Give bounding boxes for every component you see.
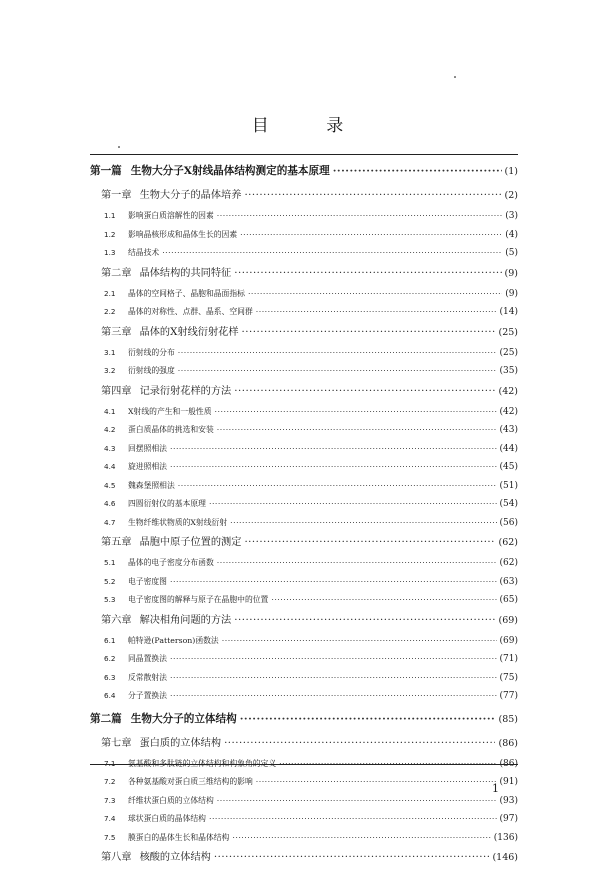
toc-entry-page: (4) <box>505 229 518 240</box>
toc-entry-title: 生物大分子的晶体培养 <box>139 190 242 201</box>
toc-entry-label <box>104 362 175 381</box>
toc-entry-title: 记录衍射花样的方法 <box>139 385 232 397</box>
dot-leader <box>178 477 497 496</box>
dot-leader <box>170 650 497 669</box>
toc-entry-number: 第二章 <box>101 267 132 279</box>
toc-entry-page: (9) <box>505 288 518 299</box>
toc-entry-title: 反常散射法 <box>128 672 167 682</box>
header-divider <box>90 154 518 155</box>
toc-entry-label <box>104 477 175 496</box>
toc-chapter-entry <box>90 263 518 285</box>
toc-entry-label <box>104 514 227 533</box>
toc-chapter-entry <box>90 532 518 554</box>
toc-entry-label <box>104 403 212 422</box>
toc-entry-title: 衍射线的分布 <box>128 347 175 357</box>
toc-part-entry <box>90 158 518 185</box>
toc-entry-title: 解决相角问题的方法 <box>139 614 232 626</box>
dot-leader <box>214 847 490 869</box>
dot-leader <box>217 554 497 573</box>
toc-entry-title: 晶体结构的共同特征 <box>139 267 232 279</box>
toc-chapter-entry <box>90 733 518 755</box>
toc-section-entry <box>90 514 518 533</box>
toc-entry-number: 4.2 <box>104 425 116 434</box>
toc-entry-number: 6.1 <box>104 635 116 645</box>
toc-entry-label <box>101 532 241 554</box>
toc-entry-label <box>104 458 167 477</box>
toc-entry-title: 同晶置换法 <box>128 654 167 663</box>
toc-entry-number: 2.2 <box>104 307 116 316</box>
toc-entry-label <box>101 381 231 403</box>
toc-section-entry <box>90 403 518 422</box>
toc-entry-number: 5.2 <box>104 576 116 586</box>
dot-leader <box>234 263 501 285</box>
toc-entry-label <box>104 303 253 322</box>
dot-leader <box>170 440 497 459</box>
toc-entry-title: 魏森堡照相法 <box>128 480 175 490</box>
toc-entry-title: 蛋白质的立体结构 <box>139 737 222 749</box>
toc-entry-page: (136) <box>493 832 518 843</box>
toc-section-entry <box>90 244 518 263</box>
toc-entry-number: 第一篇 <box>90 165 122 177</box>
dot-leader <box>244 532 495 554</box>
toc-entry-page: (69) <box>499 635 518 646</box>
toc-entry-number: 4.6 <box>104 499 116 508</box>
toc-entry-title: 影响蛋白质溶解性的因素 <box>128 211 214 220</box>
toc-entry-page: (45) <box>499 462 518 472</box>
toc-section-entry <box>90 810 518 829</box>
toc-entry-number: 6.3 <box>104 672 116 682</box>
toc-entry-label <box>101 847 211 869</box>
toc-entry-label <box>104 554 214 573</box>
toc-section-entry <box>90 477 518 496</box>
toc-entry-label <box>104 285 245 304</box>
toc-entry-title: 各种氨基酸对蛋白质三维结构的影响 <box>128 777 253 786</box>
dot-leader <box>248 285 502 304</box>
toc-entry-number: 4.5 <box>104 480 116 490</box>
dot-leader <box>162 244 502 263</box>
toc-chapter-entry <box>90 610 518 632</box>
toc-chapter-entry <box>90 381 518 403</box>
toc-entry-title: 四圆衍射仪的基本原理 <box>128 499 206 508</box>
toc-entry-title: 纤维状蛋白质的立体结构 <box>128 795 214 805</box>
toc-entry-page: (14) <box>499 307 518 317</box>
toc-entry-page: (44) <box>499 443 518 454</box>
toc-chapter-entry <box>90 322 518 344</box>
toc-section-entry <box>90 495 518 514</box>
toc-section-entry <box>90 440 518 459</box>
toc-entry-label <box>90 706 237 733</box>
toc-entry-number: 第七章 <box>101 737 132 749</box>
dot-leader <box>222 632 497 651</box>
toc-entry-page: (71) <box>499 654 518 664</box>
toc-entry-page: (2) <box>504 190 518 201</box>
toc-section-entry <box>90 421 518 440</box>
toc-entry-label <box>104 591 268 610</box>
toc-entry-number: 7.2 <box>104 777 116 786</box>
toc-section-entry <box>90 669 518 688</box>
scan-speck <box>118 146 120 148</box>
toc-entry-label <box>104 573 167 592</box>
dot-leader <box>178 362 497 381</box>
toc-entry-label <box>101 322 239 344</box>
toc-entry-number: 第四章 <box>101 385 132 397</box>
toc-entry-page: (69) <box>498 614 518 626</box>
dot-leader <box>271 591 496 610</box>
toc-entry-page: (43) <box>499 425 518 435</box>
toc-entry-number: 1.3 <box>104 248 116 257</box>
toc-section-entry <box>90 207 518 226</box>
toc-entry-page: (93) <box>499 795 518 806</box>
toc-entry-page: (65) <box>499 595 518 605</box>
footer-divider <box>90 764 518 765</box>
toc-entry-number: 4.7 <box>104 517 116 527</box>
dot-leader <box>224 733 495 755</box>
toc-entry-number: 4.1 <box>104 406 116 416</box>
scan-speck <box>454 76 456 78</box>
toc-entry-title: 帕特逊(Patterson)函数法 <box>128 635 219 645</box>
toc-entry-page: (25) <box>499 347 518 358</box>
dot-leader <box>170 573 497 592</box>
dot-leader <box>170 669 497 688</box>
toc-entry-number: 1.1 <box>104 211 116 220</box>
toc-entry-page: (42) <box>498 385 518 397</box>
toc-entry-title: 膜蛋白的晶体生长和晶体结构 <box>128 832 230 842</box>
dot-leader <box>232 829 490 848</box>
toc-entry-title: 氨基酸和多肽链的立体结构和构象角的定义 <box>128 758 277 768</box>
dot-leader <box>256 303 497 322</box>
toc-section-entry <box>90 829 518 848</box>
toc-section-entry <box>90 285 518 304</box>
toc-entry-number: 7.4 <box>104 814 116 823</box>
toc-entry-page: (85) <box>498 713 518 725</box>
toc-entry-number: 第一章 <box>101 190 132 201</box>
toc-entry-title: 电子密度图的解释与原子在晶胞中的位置 <box>128 595 269 604</box>
dot-leader <box>170 687 497 706</box>
toc-section-entry <box>90 591 518 610</box>
toc-entry-page: (86) <box>498 737 518 749</box>
toc-entry-page: (62) <box>499 558 518 568</box>
toc-entry-page: (3) <box>505 211 518 221</box>
dot-leader <box>333 158 502 185</box>
dot-leader <box>217 207 502 226</box>
dot-leader <box>209 810 497 829</box>
toc-entry-number: 第六章 <box>101 614 132 626</box>
toc-entry-title: 晶体的X射线衍射花样 <box>139 326 239 338</box>
toc-entry-page: (97) <box>499 814 518 824</box>
toc-entry-number: 第八章 <box>101 852 132 863</box>
toc-entry-title: 影响晶核形成和晶体生长的因素 <box>128 229 238 239</box>
toc-entry-number: 7.5 <box>104 832 116 842</box>
dot-leader <box>240 226 502 245</box>
dot-leader <box>178 344 497 363</box>
toc-part-entry <box>90 706 518 733</box>
toc-section-entry <box>90 687 518 706</box>
toc-entry-title: 生物大分子的立体结构 <box>130 712 237 725</box>
toc-entry-title: 生物大分子X射线晶体结构测定的基本原理 <box>130 165 330 177</box>
dot-leader <box>209 495 497 514</box>
toc-entry-number: 5.1 <box>104 558 116 567</box>
toc-entry-page: (42) <box>499 406 518 417</box>
toc-entry-page: (62) <box>498 537 518 548</box>
toc-section-entry <box>90 650 518 669</box>
toc-entry-label <box>104 792 214 811</box>
toc-entry-title: 回摆照相法 <box>128 443 167 453</box>
toc-section-entry <box>90 792 518 811</box>
toc-entry-label <box>104 650 167 669</box>
dot-leader <box>256 773 497 792</box>
toc-entry-label <box>104 495 206 514</box>
toc-entry-page: (54) <box>499 499 518 509</box>
toc-entry-label <box>101 263 231 285</box>
page-title: 目 录 <box>251 116 370 136</box>
toc-entry-number: 7.3 <box>104 795 116 805</box>
toc-entry-label <box>104 207 214 226</box>
toc-entry-page: (25) <box>498 326 518 338</box>
toc-entry-label <box>90 158 330 185</box>
toc-entry-page: (9) <box>504 267 518 279</box>
dot-leader <box>217 421 497 440</box>
toc-entry-label <box>104 687 167 706</box>
toc-chapter-entry <box>90 847 518 869</box>
toc-entry-page: (1) <box>504 166 518 177</box>
toc-entry-title: 晶体的对称性、点群、晶系、空间群 <box>128 307 253 316</box>
toc-entry-number: 1.2 <box>104 229 116 239</box>
toc-entry-label <box>104 773 253 792</box>
toc-entry-title: 生物纤维状物质的X射线衍射 <box>128 517 228 527</box>
toc-section-entry <box>90 303 518 322</box>
toc-entry-page: (63) <box>499 576 518 587</box>
toc-entry-label <box>104 421 214 440</box>
toc-entry-number: 6.4 <box>104 691 116 700</box>
toc-entry-title: X射线的产生和一般性质 <box>128 406 212 416</box>
dot-leader <box>244 185 501 207</box>
dot-leader <box>240 706 496 733</box>
toc-entry-label <box>104 440 167 459</box>
toc-entry-number: 2.1 <box>104 288 116 298</box>
toc-entry-label <box>104 669 167 688</box>
toc-entry-label <box>101 610 231 632</box>
toc-entry-label <box>104 810 206 829</box>
toc-entry-number: 3.1 <box>104 347 116 357</box>
toc-entry-label <box>104 829 229 848</box>
toc-entry-title: 核酸的立体结构 <box>139 852 211 863</box>
toc-entry-label <box>104 632 219 651</box>
toc-entry-page: (56) <box>499 517 518 528</box>
toc-entry-page: (5) <box>505 248 518 258</box>
toc-entry-number: 4.4 <box>104 462 116 471</box>
toc-entry-title: 衍射线的强度 <box>128 366 175 375</box>
toc-entry-page: (86) <box>499 758 518 769</box>
toc-entry-page: (146) <box>492 852 518 863</box>
dot-leader <box>170 458 497 477</box>
toc-chapter-entry <box>90 185 518 207</box>
toc-entry-title: 分子置换法 <box>128 691 167 700</box>
toc-entry-page: (75) <box>499 672 518 683</box>
toc-entry-number: 第二篇 <box>90 712 122 725</box>
dot-leader <box>234 381 495 403</box>
dot-leader <box>230 514 496 533</box>
toc-entry-page: (91) <box>499 777 518 787</box>
toc-section-entry <box>90 362 518 381</box>
toc-entry-title: 晶体的电子密度分布函数 <box>128 558 214 567</box>
toc-entry-title: 蛋白质晶体的挑选和安装 <box>128 425 214 434</box>
toc-entry-number: 5.3 <box>104 595 116 604</box>
toc-entry-number: 7.1 <box>104 758 116 768</box>
toc-entry-label <box>104 344 175 363</box>
toc-entry-title: 结晶技术 <box>128 248 160 257</box>
toc-section-entry <box>90 773 518 792</box>
dot-leader <box>215 403 497 422</box>
page-number: 1 <box>492 782 499 795</box>
toc-entry-title: 晶胞中原子位置的测定 <box>139 537 242 548</box>
toc-entry-number: 3.2 <box>104 366 116 375</box>
toc-entry-number: 6.2 <box>104 654 116 663</box>
toc-section-entry <box>90 226 518 245</box>
toc-entry-number: 4.3 <box>104 443 116 453</box>
toc-entry-label <box>104 226 237 245</box>
toc-entry-page: (77) <box>499 691 518 701</box>
dot-leader <box>242 322 496 344</box>
toc-entry-label <box>101 733 221 755</box>
toc-section-entry <box>90 632 518 651</box>
toc-section-entry <box>90 344 518 363</box>
toc-entry-title: 旋进照相法 <box>128 462 167 471</box>
toc-entry-page: (35) <box>499 366 518 376</box>
toc-entry-label <box>101 185 241 207</box>
toc-entry-title: 晶体的空间格子、晶胞和晶面指标 <box>128 288 245 298</box>
table-of-contents <box>90 158 518 869</box>
toc-entry-label <box>104 244 159 263</box>
toc-entry-page: (51) <box>499 480 518 491</box>
toc-section-entry <box>90 458 518 477</box>
toc-entry-number: 第三章 <box>101 326 132 338</box>
dot-leader <box>234 610 495 632</box>
toc-entry-number: 第五章 <box>101 537 132 548</box>
toc-section-entry <box>90 554 518 573</box>
toc-entry-title: 电子密度图 <box>128 576 167 586</box>
toc-section-entry <box>90 573 518 592</box>
toc-entry-title: 球状蛋白质的晶体结构 <box>128 814 206 823</box>
dot-leader <box>217 792 497 811</box>
